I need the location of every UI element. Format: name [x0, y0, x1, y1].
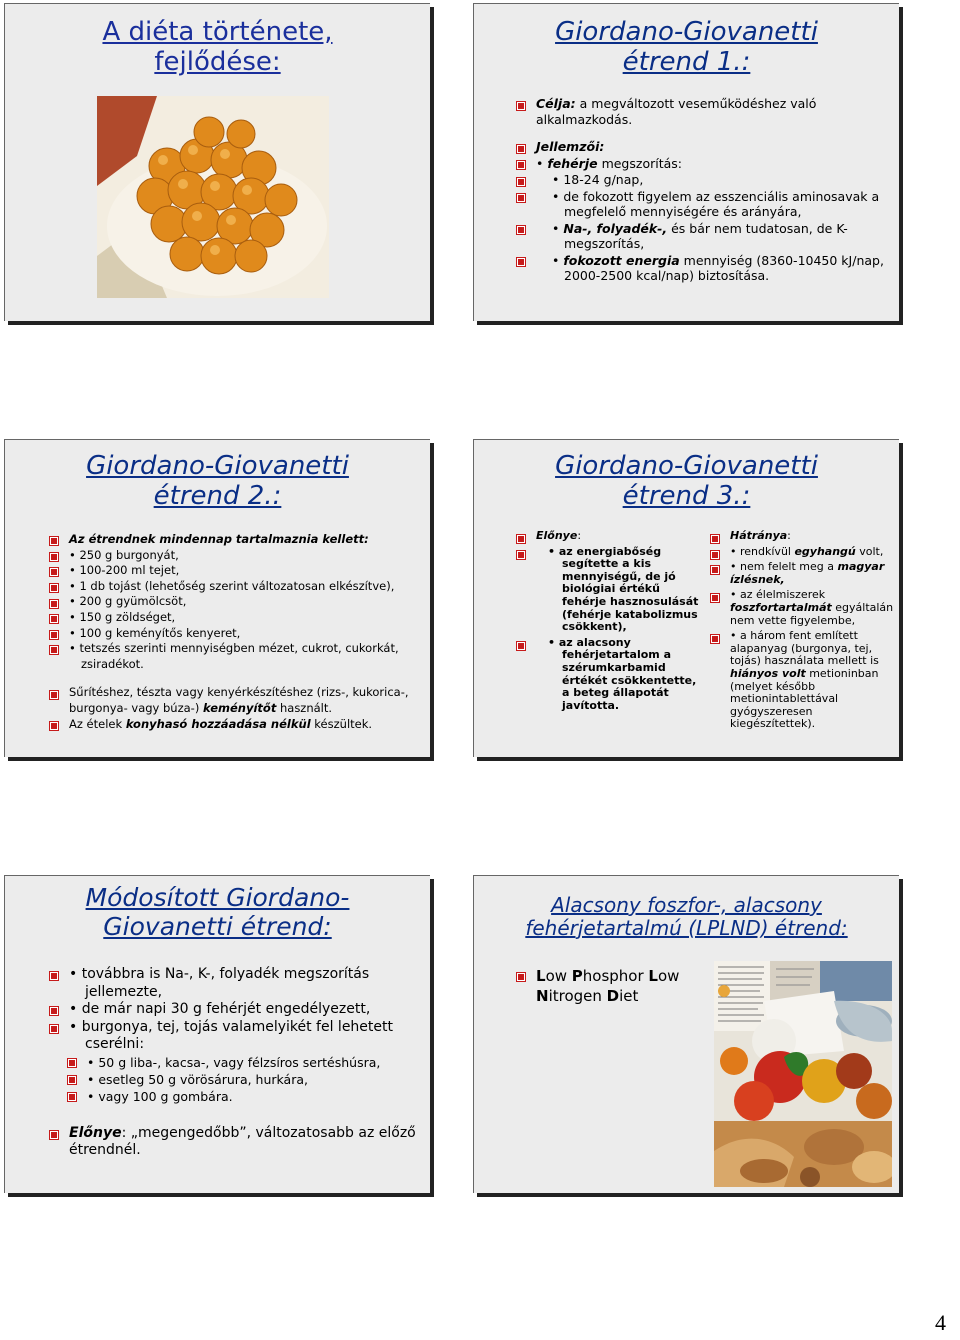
list-item: • burgonya, tej, tojás valamelyikét fel lehetett cserélni: — [69, 1019, 419, 1054]
list-item: • továbbra is Na-, K-, folyadék megszorítás jellemezte, — [69, 966, 419, 1001]
list-item: • 150 g zöldséget, — [69, 610, 425, 626]
fried-potatoes-photo — [97, 96, 329, 298]
slide-title: Giordano-Giovanetti étrend 2.: — [86, 451, 349, 511]
disadvantages-label: Hátránya: — [730, 530, 894, 543]
list-item: • az élelmiszerek foszfortartalmát egyáltalán nem vette figyelembe, — [730, 588, 894, 627]
list-item: • a három fent említett alapanyag (burgonya, tej, tojás) használata mellett is hiányos volt metioninban (melyet később metionintablettával gyógyszeresen kiegészítettek). — [730, 630, 894, 731]
list-item: • fokozott energia mennyiség (8360-10450 kJ/nap, 2000-2500 kcal/nap) biztosítása. — [536, 253, 888, 284]
list-item: • 100 g keményítős kenyeret, — [69, 626, 425, 642]
slide-body — [69, 532, 425, 732]
food-collage-image — [714, 961, 892, 1187]
slide-lplnd-diet — [473, 875, 899, 1193]
slide-gg-diet-2 — [4, 439, 430, 757]
list-item: • 1 db tojást (lehetőség szerint változatosan elkészítve), — [69, 579, 425, 595]
list-item: • 200 g gyümölcsöt, — [69, 594, 425, 610]
list-item: • 100-200 ml tejet, — [69, 563, 425, 579]
advantage-item: Előnye: „megengedőbb”, változatosabb az előző étrendnél. — [69, 1125, 419, 1160]
fried-potatoes-image — [97, 96, 329, 298]
list-item: • Na-, folyadék-, és bár nem tudatosan, de K-megszorítás, — [536, 221, 888, 252]
sub-list-item: • 50 g liba-, kacsa-, vagy félzsíros sertéshúsra, — [87, 1054, 419, 1071]
slide-title: Alacsony foszfor-, alacsony fehérjetartalmú (LPLND) étrend: — [525, 893, 848, 940]
advantages-label: Előnye: — [536, 530, 706, 543]
slide-body — [69, 966, 419, 1160]
slide-title: Giordano-Giovanetti étrend 1.: — [555, 17, 818, 77]
list-item: • az alacsony fehérjetartalom a szérumkarbamid értékét csökkentette, a beteg állapotát javította. — [536, 637, 706, 713]
salt-item: Az ételek konyhasó hozzáadása nélkül készültek. — [69, 717, 425, 733]
lplnd-expansion: Low Phosphor Low Nitrogen Diet — [536, 966, 706, 1006]
list-item: • 250 g burgonyát, — [69, 548, 425, 564]
slide-title: Módosított Giordano- Giovanetti étrend: — [85, 883, 350, 941]
sub-list-item: • vagy 100 g gombára. — [87, 1088, 419, 1105]
slide-gg-diet-3 — [473, 439, 899, 757]
sub-list-item: • esetleg 50 g vörösárura, hurkára, — [87, 1071, 419, 1088]
list-item: • de fokozott figyelem az esszenciális aminosavak a megfelelő mennyiségére és arányára, — [536, 189, 888, 220]
list-item: • 18-24 g/nap, — [536, 172, 888, 188]
list-item: • rendkívül egyhangú volt, — [730, 546, 894, 559]
list-item: • az energiabőség segítette a kis mennyiségű, de jó biológiai értékű fehérje hasznosulását (fehérje katabolizmus csökkent), — [536, 546, 706, 634]
disadvantages-column — [730, 530, 894, 731]
list-item: • tetszés szerinti mennyiségben mézet, cukrot, cukorkát, zsiradékot. — [69, 641, 425, 672]
list-item: • de már napi 30 g fehérjét engedélyezett, — [69, 1001, 419, 1019]
list-heading: Az étrendnek mindennap tartalmaznia kellett: — [69, 532, 425, 548]
protein-item: • fehérje megszorítás: — [536, 156, 888, 172]
thickening-item: Sűrítéshez, tészta vagy kenyérkészítéshez (rizs-, kukorica-, burgonya- vagy búza-) keményítőt használt. — [69, 685, 425, 716]
slide-diet-history — [4, 3, 430, 321]
slide-title: A diéta története, fejlődése: — [102, 17, 333, 77]
slide-modified-gg-diet — [4, 875, 430, 1193]
goal-item: Célja: a megváltozott veseműködéshez való alkalmazkodás. — [536, 96, 888, 127]
advantages-column — [536, 530, 706, 712]
page-number: 4 — [935, 1310, 946, 1335]
food-collage-photo — [714, 961, 892, 1187]
slide-title: Giordano-Giovanetti étrend 3.: — [555, 451, 818, 511]
features-label: Jellemzői: — [536, 139, 888, 155]
list-item: • nem felelt meg a magyar ízlésnek, — [730, 561, 894, 586]
slide-gg-diet-1 — [473, 3, 899, 321]
slide-body — [536, 96, 888, 284]
slide-body — [536, 966, 706, 1006]
